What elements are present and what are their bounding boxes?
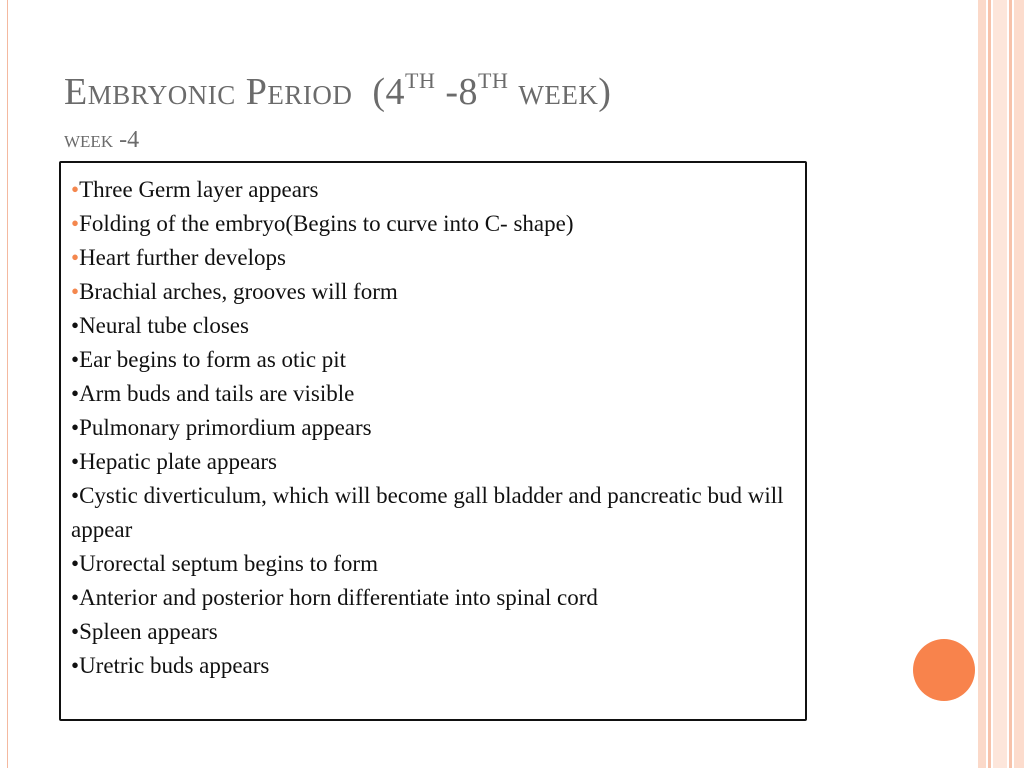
title-range-open: (4 <box>372 71 406 113</box>
bullet-text: Ear begins to form as otic pit <box>79 347 347 372</box>
decor-stripe <box>993 0 1007 768</box>
bullet-item <box>71 377 797 411</box>
bullet-text: Arm buds and tails are visible <box>79 381 355 406</box>
bullet-text: Urorectal septum begins to form <box>79 551 378 576</box>
bullet-icon: • <box>71 415 80 440</box>
bullet-text: Heart further develops <box>79 245 286 270</box>
title-sup-1: TH <box>405 68 436 93</box>
bullet-item <box>71 649 797 683</box>
title-tail: week) <box>518 71 612 113</box>
bullet-text: Hepatic plate appears <box>79 449 278 474</box>
bullet-item <box>71 241 797 275</box>
bullet-text: Three Germ layer appears <box>79 177 319 202</box>
bullet-icon: • <box>71 653 80 678</box>
slide-subtitle: week -4 <box>64 127 140 153</box>
bullet-text: Cystic diverticulum, which will become gall bladder and pancreatic bud will appear <box>71 483 784 542</box>
bullet-item <box>71 581 797 615</box>
title-sup-2: TH <box>478 68 509 93</box>
bullet-icon: • <box>71 177 80 202</box>
bullet-icon: • <box>71 211 80 236</box>
bullet-icon: • <box>71 483 80 508</box>
bullet-icon: • <box>71 585 80 610</box>
bullet-icon: • <box>71 619 80 644</box>
bullet-text: Uretric buds appears <box>79 653 270 678</box>
bullet-item <box>71 309 797 343</box>
decor-stripe <box>1009 0 1012 768</box>
bullet-icon: • <box>71 347 80 372</box>
decor-stripe <box>978 0 986 768</box>
bullet-text: Spleen appears <box>79 619 218 644</box>
bullet-list <box>71 173 797 683</box>
bullet-text: Brachial arches, grooves will form <box>79 279 398 304</box>
bullet-icon: • <box>71 449 80 474</box>
bullet-item <box>71 207 797 241</box>
bullet-item <box>71 275 797 309</box>
bullet-item <box>71 173 797 207</box>
slide-title <box>64 70 611 114</box>
content-box <box>59 161 807 721</box>
bullet-icon: • <box>71 381 80 406</box>
decor-stripe <box>1014 0 1024 768</box>
bullet-text: Anterior and posterior horn differentiate into spinal cord <box>79 585 598 610</box>
bullet-item <box>71 411 797 445</box>
title-range-mid: -8 <box>445 71 479 113</box>
bullet-item <box>71 445 797 479</box>
bullet-item <box>71 343 797 377</box>
bullet-item <box>71 547 797 581</box>
bullet-text: Pulmonary primordium appears <box>79 415 372 440</box>
decor-stripe <box>988 0 991 768</box>
bullet-icon: • <box>71 551 80 576</box>
decorative-circle <box>913 639 975 701</box>
bullet-icon: • <box>71 245 80 270</box>
title-main: Embryonic Period <box>64 71 353 113</box>
left-border-line <box>7 0 8 768</box>
bullet-text: Folding of the embryo(Begins to curve into C- shape) <box>79 211 574 236</box>
bullet-item <box>71 479 797 547</box>
bullet-icon: • <box>71 279 80 304</box>
bullet-item <box>71 615 797 649</box>
bullet-text: Neural tube closes <box>79 313 249 338</box>
bullet-icon: • <box>71 313 80 338</box>
